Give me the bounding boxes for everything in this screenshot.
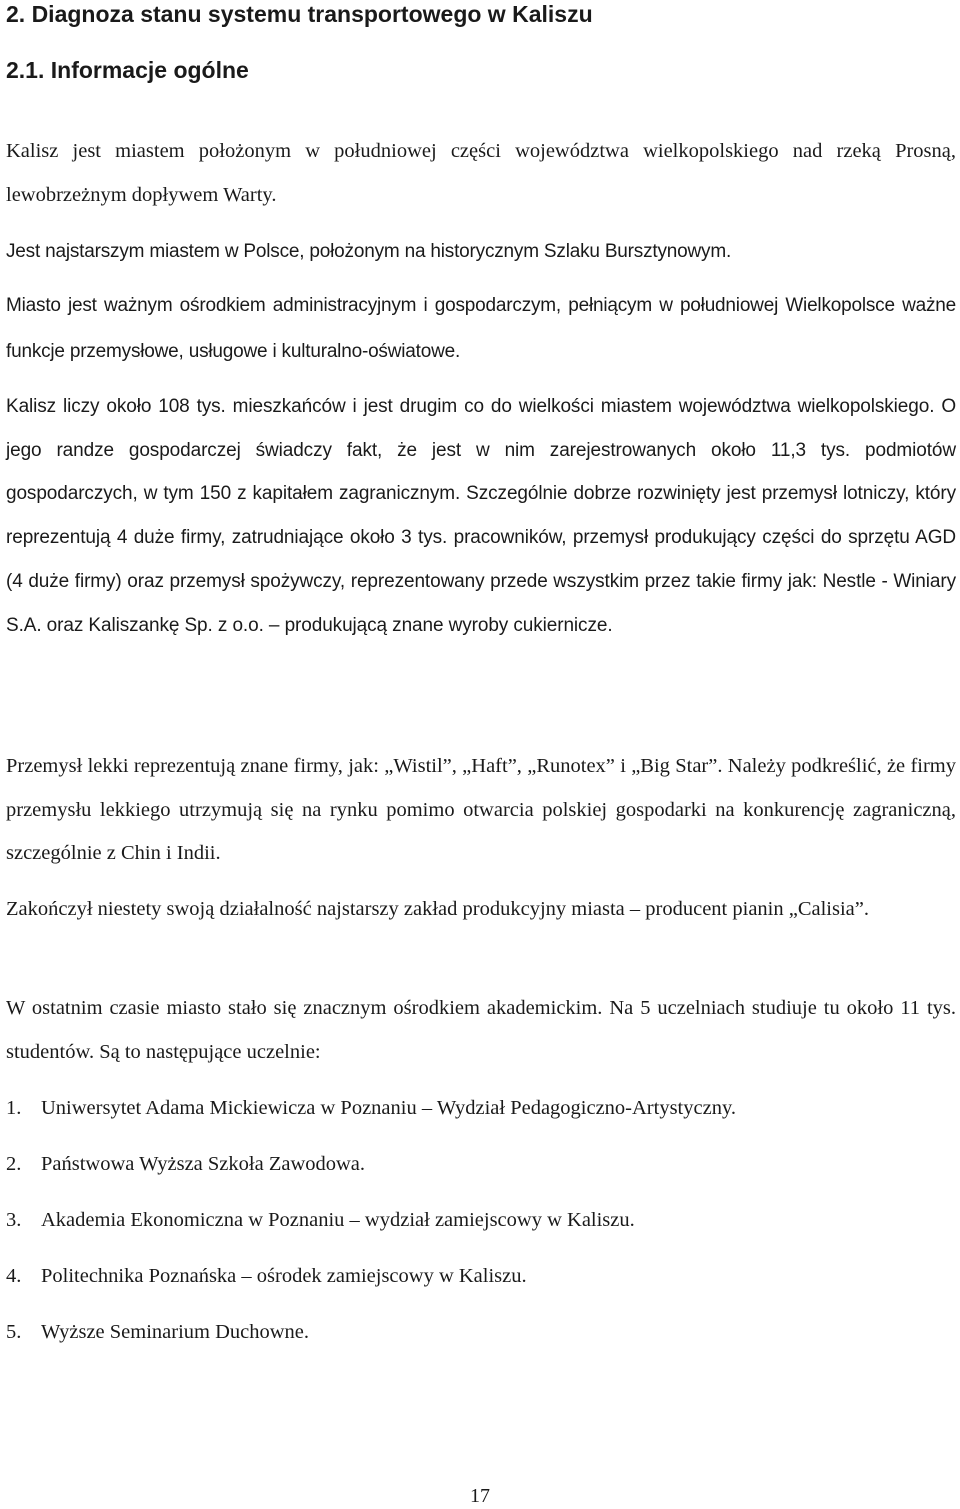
section-heading: 2.1. Informacje ogólne [6, 57, 249, 83]
list-item [6, 1149, 365, 1179]
paragraph-administrative-center: Miasto jest ważnym ośrodkiem administracyjnym i gospodarczym, pełniącym w południowej Wielkopolsce ważne funkcje przemysłowe, usługowe i kulturalno-oświatowe. [6, 295, 956, 362]
paragraph-oldest-city: Jest najstarszym miastem w Polsce, położonym na historycznym Szlaku Bursztynowym. [6, 241, 732, 262]
list-item-text: Politechnika Poznańska – ośrodek zamiejscowy w Kaliszu. [41, 1265, 527, 1287]
list-item [6, 1261, 527, 1291]
list-item-number: 5. [6, 1321, 22, 1343]
list-item-number: 4. [6, 1265, 22, 1287]
paragraph-economy-text: Kalisz liczy około 108 tys. mieszkańców i jest drugim co do wielkości miastem województwa wielkopolskiego. O jego randze gospodarczej świadczy fakt, że jest w nim zarejestrowanych około 11,3 tys. podmiotów gospodarczych, w tym 150 z kapitałem zagranicznym. Szczególnie dobrze rozwinięty jest przemysł lotniczy, który reprezentują 4 duże firmy, zatrudniające około 3 tys. pracowników, przemysł produkujący części do sprzętu AGD (4 duże firmy) oraz przemysł spożywczy, reprezentowany przede wszystkim przez takie firmy jak: Nestle - Winiary S.A. oraz Kaliszankę Sp. z o.o. – produkującą znane wyroby cukiernicze. [6, 396, 956, 636]
list-item-text: Państwowa Wyższa Szkoła Zawodowa. [41, 1153, 366, 1175]
paragraph-academic-center: W ostatnim czasie miasto stało się znacznym ośrodkiem akademickim. Na 5 uczelniach studiuje tu około 11 tys. studentów. Są to następujące uczelnie: [6, 997, 956, 1063]
paragraph-calisia: Zakończył niestety swoją działalność najstarszy zakład produkcyjny miasta – producent pianin „Calisia”. [6, 898, 870, 920]
list-item-text: Akademia Ekonomiczna w Poznaniu – wydział zamiejscowy w Kaliszu. [41, 1209, 635, 1231]
list-item-text: Uniwersytet Adama Mickiewicza w Poznaniu – Wydział Pedagogiczno-Artystyczny. [41, 1097, 736, 1119]
list-item-number: 3. [6, 1209, 22, 1231]
paragraph-location: Kalisz jest miastem położonym w południowej części województwa wielkopolskiego nad rzeką Prosną, lewobrzeżnym dopływem Warty. [6, 140, 956, 206]
list-item-text: Wyższe Seminarium Duchowne. [41, 1321, 310, 1343]
chapter-heading: 2. Diagnoza stanu systemu transportowego w Kaliszu [6, 1, 593, 27]
list-item [6, 1205, 635, 1235]
list-item [6, 1317, 309, 1347]
list-item-number: 1. [6, 1097, 22, 1119]
page-number: 17 [470, 1485, 490, 1507]
paragraph-light-industry: Przemysł lekki reprezentują znane firmy, jak: „Wistil”, „Haft”, „Runotex” i „Big Star”. Należy podkreślić, że firmy przemysłu lekkiego utrzymują się na rynku pomimo otwarcia polskiej gospodarki na konkurencję zagraniczną, szczególnie z Chin i Indii. [6, 755, 956, 864]
paragraph-economy [6, 385, 956, 647]
list-item-number: 2. [6, 1153, 22, 1175]
list-item [6, 1093, 736, 1123]
